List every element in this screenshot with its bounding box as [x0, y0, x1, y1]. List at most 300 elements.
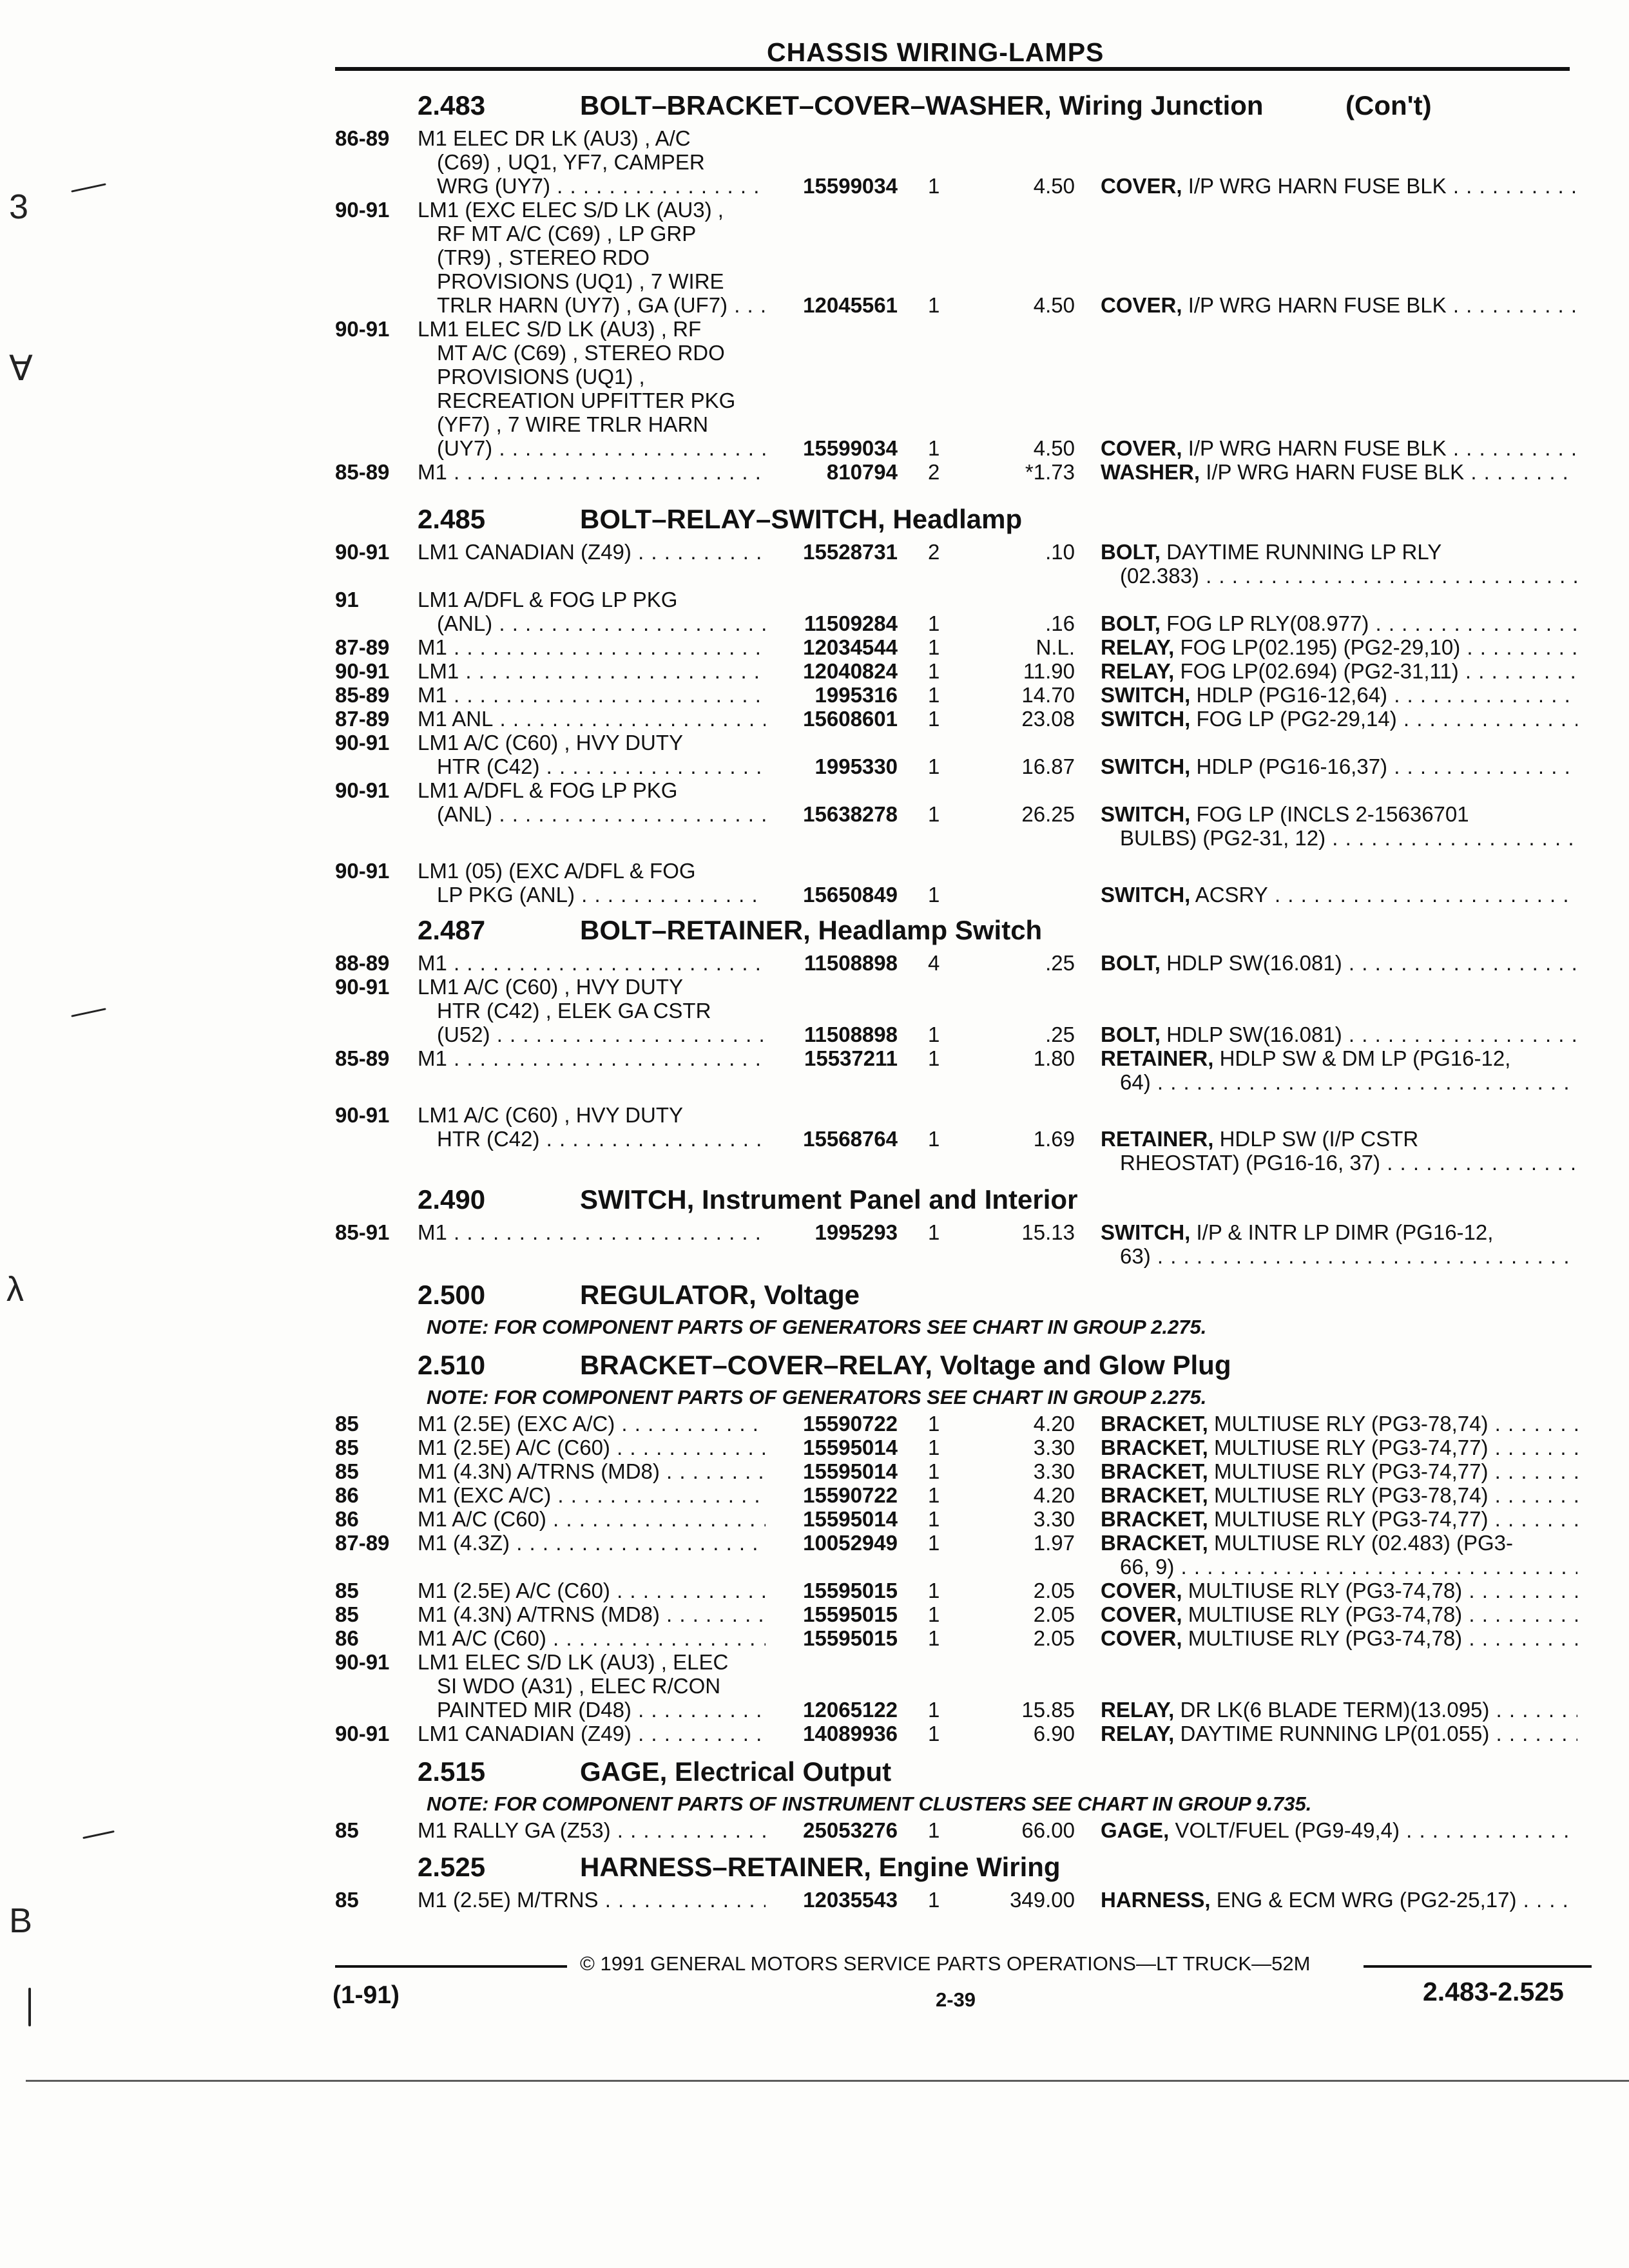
section-title-main: GAGE, — [580, 1756, 668, 1787]
model-years: 85 — [335, 1412, 359, 1436]
part-description — [1101, 1602, 1577, 1626]
description-text: MULTIUSE RLY (PG3-74,77) — [1214, 1436, 1489, 1459]
description-line — [1101, 951, 1577, 975]
price: 1.69 — [1033, 1127, 1075, 1151]
quantity: 1 — [928, 1818, 940, 1842]
price: 4.20 — [1033, 1483, 1075, 1507]
quantity: 1 — [928, 1626, 940, 1650]
description-text: MULTIUSE RLY (PG3-78,74) — [1214, 1483, 1489, 1507]
model-years: 90-91 — [335, 1722, 390, 1745]
model-description — [418, 707, 766, 731]
quantity: 1 — [928, 1579, 940, 1602]
quantity: 1 — [928, 1412, 940, 1436]
model-line: LM1 CANADIAN (Z49) . . . — [418, 1722, 766, 1745]
model-description — [418, 1650, 766, 1722]
model-line: M1 . . . — [418, 951, 766, 975]
model-description — [418, 951, 766, 975]
model-line: LM1 A/DFL & FOG LP PKG — [418, 778, 678, 802]
section-subtitle: Electrical Output — [675, 1756, 892, 1787]
description-line — [1101, 1436, 1577, 1459]
description-line — [1101, 1602, 1577, 1626]
model-line: LM1 A/C (C60) , HVY DUTY — [418, 1103, 684, 1127]
model-years: 85 — [335, 1602, 359, 1626]
model-years: 85-89 — [335, 683, 390, 707]
description-noun: RELAY, — [1101, 1722, 1175, 1745]
model-years: 87-89 — [335, 707, 390, 731]
section-number: 2.490 — [418, 1184, 486, 1215]
part-number: 11508898 — [804, 1023, 898, 1046]
section-subtitle: Wiring Junction — [1059, 90, 1264, 120]
model-line: M1 ELEC DR LK (AU3) , A/C — [418, 126, 691, 150]
price: 1.97 — [1033, 1531, 1075, 1555]
price: 4.50 — [1033, 436, 1075, 460]
price: 2.05 — [1033, 1602, 1075, 1626]
part-number: 14089936 — [803, 1722, 898, 1745]
description-text: HDLP SW (I/P CSTR — [1219, 1127, 1419, 1151]
description-noun: COVER, — [1101, 174, 1182, 198]
description-text: MULTIUSE RLY (PG3-74,78) — [1188, 1579, 1463, 1602]
part-description — [1101, 1483, 1577, 1507]
section-subtitle: Voltage and Glow Plug — [940, 1350, 1231, 1380]
description-line: RHEOSTAT) (PG16-16, 37) . . . — [1101, 1151, 1577, 1175]
description-line — [1101, 436, 1577, 460]
quantity: 1 — [928, 1127, 940, 1151]
description-noun: RELAY, — [1101, 635, 1175, 659]
description-line — [1101, 1818, 1577, 1842]
part-number: 15528731 — [803, 540, 898, 564]
model-line: M1 . . . — [418, 1046, 766, 1070]
description-noun: SWITCH, — [1101, 1220, 1191, 1244]
model-years: 86 — [335, 1626, 359, 1650]
model-line: M1 (4.3N) A/TRNS (MD8) . . . — [418, 1459, 766, 1483]
part-description — [1101, 611, 1577, 635]
part-description — [1101, 1436, 1577, 1459]
model-line: M1 . . . — [418, 683, 766, 707]
description-text: I/P WRG HARN FUSE BLK — [1206, 460, 1465, 484]
model-line: HTR (C42) , ELEK GA CSTR — [437, 999, 711, 1023]
part-description — [1101, 1888, 1577, 1912]
description-noun: SWITCH, — [1101, 707, 1191, 731]
price: 66.00 — [1021, 1818, 1075, 1842]
description-text: FOG LP(02.694) (PG2-31,11) — [1180, 659, 1459, 683]
model-line: (YF7) , 7 WIRE TRLR HARN — [437, 412, 709, 436]
footer-copyright: © 1991 GENERAL MOTORS SERVICE PARTS OPERATIONS—LT TRUCK—52M — [580, 1952, 1311, 1975]
quantity: 1 — [928, 659, 940, 683]
quantity: 1 — [928, 436, 940, 460]
model-years: 86 — [335, 1507, 359, 1531]
model-description — [418, 198, 766, 317]
price: .16 — [1045, 611, 1075, 635]
part-number: 15650849 — [803, 883, 898, 907]
description-line: BULBS) (PG2-31, 12) . . . — [1101, 826, 1577, 850]
model-description — [418, 731, 766, 778]
model-line: M1 . . . — [418, 1220, 766, 1244]
model-line: LM1 (05) (EXC A/DFL & FOG — [418, 859, 696, 883]
description-noun: RETAINER, — [1101, 1046, 1214, 1070]
margin-mark: ∀ — [9, 349, 33, 388]
model-description — [418, 1579, 766, 1602]
description-noun: GAGE, — [1101, 1818, 1170, 1842]
description-text: HDLP SW(16.081) — [1166, 1023, 1342, 1046]
model-years: 88-89 — [335, 951, 390, 975]
description-text: MULTIUSE RLY (PG3-74,77) — [1214, 1459, 1489, 1483]
model-years: 87-89 — [335, 1531, 390, 1555]
model-line: LM1 ELEC S/D LK (AU3) , RF — [418, 317, 702, 341]
model-line: LP PKG (ANL) . . . — [418, 883, 766, 907]
part-number: 12035543 — [803, 1888, 898, 1912]
model-line: M1 ANL . . . — [418, 707, 766, 731]
section-number: 2.510 — [418, 1350, 486, 1380]
quantity: 1 — [928, 1220, 940, 1244]
section-number: 2.485 — [418, 504, 486, 534]
description-noun: BOLT, — [1101, 611, 1161, 635]
model-years: 90-91 — [335, 198, 390, 222]
part-description — [1101, 1220, 1577, 1268]
part-description — [1101, 293, 1577, 317]
section-title-main: HARNESS–RETAINER, — [580, 1852, 871, 1882]
model-line: WRG (UY7) . . . — [418, 174, 766, 198]
section-number: 2.483 — [418, 90, 486, 120]
model-line: (ANL) . . . — [418, 802, 766, 826]
section-continued: (Con't) — [1345, 90, 1432, 120]
model-line: LM1 ELEC S/D LK (AU3) , ELEC — [418, 1650, 729, 1674]
part-number: 1995293 — [815, 1220, 898, 1244]
quantity: 1 — [928, 1507, 940, 1531]
description-line — [1101, 683, 1577, 707]
section-number: 2.487 — [418, 915, 486, 945]
section-title-main: BOLT–RELAY–SWITCH, — [580, 504, 885, 534]
part-number: 15595015 — [803, 1579, 898, 1602]
part-description — [1101, 951, 1577, 975]
description-text: FOG LP RLY(08.977) — [1166, 611, 1369, 635]
description-line — [1101, 1459, 1577, 1483]
model-line: M1 A/C (C60) . . . — [418, 1626, 766, 1650]
part-description — [1101, 1412, 1577, 1436]
model-line: M1 A/C (C60) . . . — [418, 1507, 766, 1531]
model-description — [418, 683, 766, 707]
model-line: M1 (2.5E) A/C (C60) . . . — [418, 1579, 766, 1602]
part-number: 11508898 — [804, 951, 898, 975]
model-description — [418, 1103, 766, 1151]
model-years: 90-91 — [335, 317, 390, 341]
section-title-main: BOLT–RETAINER, — [580, 915, 811, 945]
price: 349.00 — [1010, 1888, 1075, 1912]
model-description — [418, 778, 766, 826]
section-title — [580, 90, 1264, 121]
model-line: LM1 A/C (C60) , HVY DUTY — [418, 975, 684, 999]
model-line: PAINTED MIR (D48) . . . — [418, 1698, 766, 1722]
model-description — [418, 1220, 766, 1244]
model-years: 87-89 — [335, 635, 390, 659]
description-line — [1101, 1412, 1577, 1436]
model-line: LM1 CANADIAN (Z49) . . . — [418, 540, 766, 564]
section-subtitle: Voltage — [764, 1280, 860, 1310]
description-line — [1101, 1023, 1577, 1046]
model-line: PROVISIONS (UQ1) , 7 WIRE — [437, 269, 724, 293]
description-noun: COVER, — [1101, 1579, 1182, 1602]
description-text: DAYTIME RUNNING LP RLY — [1166, 540, 1442, 564]
model-description — [418, 859, 766, 907]
model-years: 85-89 — [335, 1046, 390, 1070]
part-description — [1101, 1626, 1577, 1650]
description-text: HDLP SW & DM LP (PG16-12, — [1219, 1046, 1511, 1070]
part-description — [1101, 460, 1577, 484]
description-line — [1101, 1626, 1577, 1650]
part-description — [1101, 659, 1577, 683]
model-description — [418, 1507, 766, 1531]
quantity: 2 — [928, 540, 940, 564]
model-line: PROVISIONS (UQ1) , — [437, 365, 645, 389]
quantity: 1 — [928, 683, 940, 707]
part-description — [1101, 802, 1577, 850]
scan-bottom-line — [26, 2080, 1629, 2082]
description-noun: SWITCH, — [1101, 683, 1191, 707]
model-line: M1 (4.3N) A/TRNS (MD8) . . . — [418, 1602, 766, 1626]
part-number: 15590722 — [803, 1412, 898, 1436]
price: .10 — [1045, 540, 1075, 564]
model-description — [418, 588, 766, 635]
description-line — [1101, 174, 1577, 198]
part-description — [1101, 1023, 1577, 1046]
description-line: (02.383) . . . — [1101, 564, 1577, 588]
section-number: 2.515 — [418, 1756, 486, 1787]
model-description — [418, 1436, 766, 1459]
price: 2.05 — [1033, 1579, 1075, 1602]
part-description — [1101, 754, 1577, 778]
model-description — [418, 1412, 766, 1436]
model-description — [418, 1531, 766, 1555]
model-line: M1 (2.5E) A/C (C60) . . . — [418, 1436, 766, 1459]
model-description — [418, 317, 766, 460]
quantity: 1 — [928, 883, 940, 907]
model-years: 85 — [335, 1818, 359, 1842]
section-title-main: BRACKET–COVER–RELAY, — [580, 1350, 932, 1380]
description-noun: COVER, — [1101, 436, 1182, 460]
description-line — [1101, 754, 1577, 778]
description-text: I/P WRG HARN FUSE BLK — [1188, 174, 1447, 198]
margin-mark: 3 — [9, 187, 29, 226]
description-line — [1101, 1507, 1577, 1531]
description-line — [1101, 293, 1577, 317]
quantity: 1 — [928, 1436, 940, 1459]
model-years: 85 — [335, 1459, 359, 1483]
price: .25 — [1045, 1023, 1075, 1046]
margin-dash — [71, 183, 106, 192]
price: 4.50 — [1033, 293, 1075, 317]
description-noun: BRACKET, — [1101, 1412, 1208, 1436]
description-noun: SWITCH, — [1101, 883, 1191, 907]
quantity: 1 — [928, 1602, 940, 1626]
description-text: VOLT/FUEL (PG9-49,4) — [1175, 1818, 1400, 1842]
model-description — [418, 1046, 766, 1070]
description-noun: WASHER, — [1101, 460, 1200, 484]
section-note: NOTE: FOR COMPONENT PARTS OF GENERATORS SEE CHART IN GROUP 2.275. — [427, 1386, 1207, 1408]
part-number: 25053276 — [803, 1818, 898, 1842]
model-years: 90-91 — [335, 778, 390, 802]
description-text: MULTIUSE RLY (PG3-74,77) — [1214, 1507, 1489, 1531]
price: *1.73 — [1025, 460, 1075, 484]
part-number: 15608601 — [803, 707, 898, 731]
model-description — [418, 126, 766, 198]
description-line — [1101, 635, 1577, 659]
model-line: (TR9) , STEREO RDO — [437, 245, 650, 269]
section-number: 2.500 — [418, 1280, 486, 1310]
description-line — [1101, 883, 1577, 907]
price: 4.20 — [1033, 1412, 1075, 1436]
footer-rule-left — [335, 1965, 567, 1968]
model-line: LM1 A/C (C60) , HVY DUTY — [418, 731, 684, 754]
part-description — [1101, 1127, 1577, 1175]
part-number: 15595015 — [803, 1626, 898, 1650]
description-text: ACSRY — [1195, 883, 1268, 907]
model-years: 85 — [335, 1436, 359, 1459]
price: 1.80 — [1033, 1046, 1075, 1070]
price: 4.50 — [1033, 174, 1075, 198]
section-title — [580, 1350, 1231, 1381]
section-title — [580, 1852, 1061, 1883]
model-years: 86 — [335, 1483, 359, 1507]
part-number: 15595014 — [803, 1436, 898, 1459]
description-text: FOG LP (INCLS 2-15636701 — [1196, 802, 1469, 826]
margin-mark: B — [9, 1901, 33, 1940]
description-noun: COVER, — [1101, 1602, 1182, 1626]
price: 16.87 — [1021, 754, 1075, 778]
quantity: 1 — [928, 1046, 940, 1070]
part-description — [1101, 635, 1577, 659]
part-number: 15599034 — [803, 436, 898, 460]
part-number: 15590722 — [803, 1483, 898, 1507]
price: N.L. — [1036, 635, 1075, 659]
model-line: M1 . . . — [418, 460, 766, 484]
part-description — [1101, 1579, 1577, 1602]
model-description — [418, 1602, 766, 1626]
description-line — [1101, 540, 1577, 564]
part-description — [1101, 1818, 1577, 1842]
section-subtitle: Instrument Panel and Interior — [701, 1184, 1078, 1215]
description-line — [1101, 1579, 1577, 1602]
quantity: 1 — [928, 754, 940, 778]
description-text: MULTIUSE RLY (02.483) (PG3- — [1214, 1531, 1513, 1555]
model-years: 85-89 — [335, 460, 390, 484]
description-text: I/P WRG HARN FUSE BLK — [1188, 293, 1447, 317]
model-years: 90-91 — [335, 540, 390, 564]
model-line: M1 RALLY GA (Z53) . . . — [418, 1818, 766, 1842]
model-line: HTR (C42) . . . — [418, 1127, 766, 1151]
part-description — [1101, 1507, 1577, 1531]
description-noun: RELAY, — [1101, 1698, 1175, 1722]
description-noun: RELAY, — [1101, 659, 1175, 683]
model-years: 85 — [335, 1888, 359, 1912]
model-line: RECREATION UPFITTER PKG — [437, 389, 736, 412]
part-number: 15599034 — [803, 174, 898, 198]
model-line: M1 (4.3Z) . . . — [418, 1531, 766, 1555]
model-description — [418, 1459, 766, 1483]
description-noun: BOLT, — [1101, 951, 1161, 975]
section-subtitle: Headlamp Switch — [818, 915, 1043, 945]
footer-rule-right — [1364, 1965, 1592, 1968]
quantity: 1 — [928, 635, 940, 659]
model-description — [418, 635, 766, 659]
quantity: 1 — [928, 707, 940, 731]
price: 3.30 — [1033, 1436, 1075, 1459]
description-text: DAYTIME RUNNING LP(01.055) — [1180, 1722, 1490, 1745]
margin-dash — [28, 1988, 31, 2026]
part-number: 10052949 — [803, 1531, 898, 1555]
model-line: M1 (2.5E) M/TRNS . . . — [418, 1888, 766, 1912]
part-number: 15595015 — [803, 1602, 898, 1626]
part-number: 12040824 — [803, 659, 898, 683]
description-line — [1101, 659, 1577, 683]
description-text: MULTIUSE RLY (PG3-74,78) — [1188, 1626, 1463, 1650]
description-noun: RETAINER, — [1101, 1127, 1214, 1151]
price: 3.30 — [1033, 1507, 1075, 1531]
model-description — [418, 540, 766, 564]
part-number: 15595014 — [803, 1507, 898, 1531]
part-description — [1101, 1531, 1577, 1579]
section-title — [580, 1184, 1077, 1215]
model-line: (UY7) . . . — [418, 436, 766, 460]
quantity: 1 — [928, 1888, 940, 1912]
model-years: 90-91 — [335, 659, 390, 683]
model-description — [418, 975, 766, 1046]
footer-page-number: 2-39 — [936, 1988, 976, 2011]
part-description — [1101, 1698, 1577, 1722]
footer-date: (1-91) — [333, 1981, 400, 2009]
model-line: TRLR HARN (UY7) , GA (UF7) . . . — [418, 293, 766, 317]
page-header-title: CHASSIS WIRING-LAMPS — [767, 37, 1104, 67]
quantity: 1 — [928, 1459, 940, 1483]
section-title-main: BOLT–BRACKET–COVER–WASHER, — [580, 90, 1052, 120]
part-description — [1101, 436, 1577, 460]
model-line: (U52) . . . — [418, 1023, 766, 1046]
section-note: NOTE: FOR COMPONENT PARTS OF GENERATORS SEE CHART IN GROUP 2.275. — [427, 1316, 1207, 1338]
model-years: 90-91 — [335, 1650, 390, 1674]
section-title-main: REGULATOR, — [580, 1280, 757, 1310]
section-subtitle: Headlamp — [892, 504, 1023, 534]
quantity: 1 — [928, 1023, 940, 1046]
model-description — [418, 1483, 766, 1507]
part-number: 15537211 — [804, 1046, 898, 1070]
description-line — [1101, 1722, 1577, 1745]
section-note: NOTE: FOR COMPONENT PARTS OF INSTRUMENT CLUSTERS SEE CHART IN GROUP 9.735. — [427, 1792, 1312, 1815]
quantity: 1 — [928, 293, 940, 317]
description-noun: HARNESS, — [1101, 1888, 1211, 1912]
model-years: 90-91 — [335, 731, 390, 754]
margin-mark: λ — [6, 1270, 24, 1309]
price: 23.08 — [1021, 707, 1075, 731]
description-noun: COVER, — [1101, 1626, 1182, 1650]
description-line — [1101, 1888, 1577, 1912]
description-noun: BOLT, — [1101, 540, 1161, 564]
description-line: 64) . . . — [1101, 1070, 1577, 1094]
part-description — [1101, 540, 1577, 588]
section-subtitle: Engine Wiring — [878, 1852, 1061, 1882]
part-description — [1101, 174, 1577, 198]
description-noun: BRACKET, — [1101, 1459, 1208, 1483]
part-description — [1101, 683, 1577, 707]
part-number: 12034544 — [803, 635, 898, 659]
part-number: 15638278 — [803, 802, 898, 826]
section-title-main: SWITCH, — [580, 1184, 695, 1215]
quantity: 2 — [928, 460, 940, 484]
part-description — [1101, 883, 1577, 907]
model-line: LM1 A/DFL & FOG LP PKG — [418, 588, 678, 611]
model-description — [418, 1722, 766, 1745]
model-line: SI WDO (A31) , ELEC R/CON — [437, 1674, 721, 1698]
description-text: I/P WRG HARN FUSE BLK — [1188, 436, 1447, 460]
model-line: LM1 (EXC ELEC S/D LK (AU3) , — [418, 198, 724, 222]
model-line: (ANL) . . . — [418, 611, 766, 635]
